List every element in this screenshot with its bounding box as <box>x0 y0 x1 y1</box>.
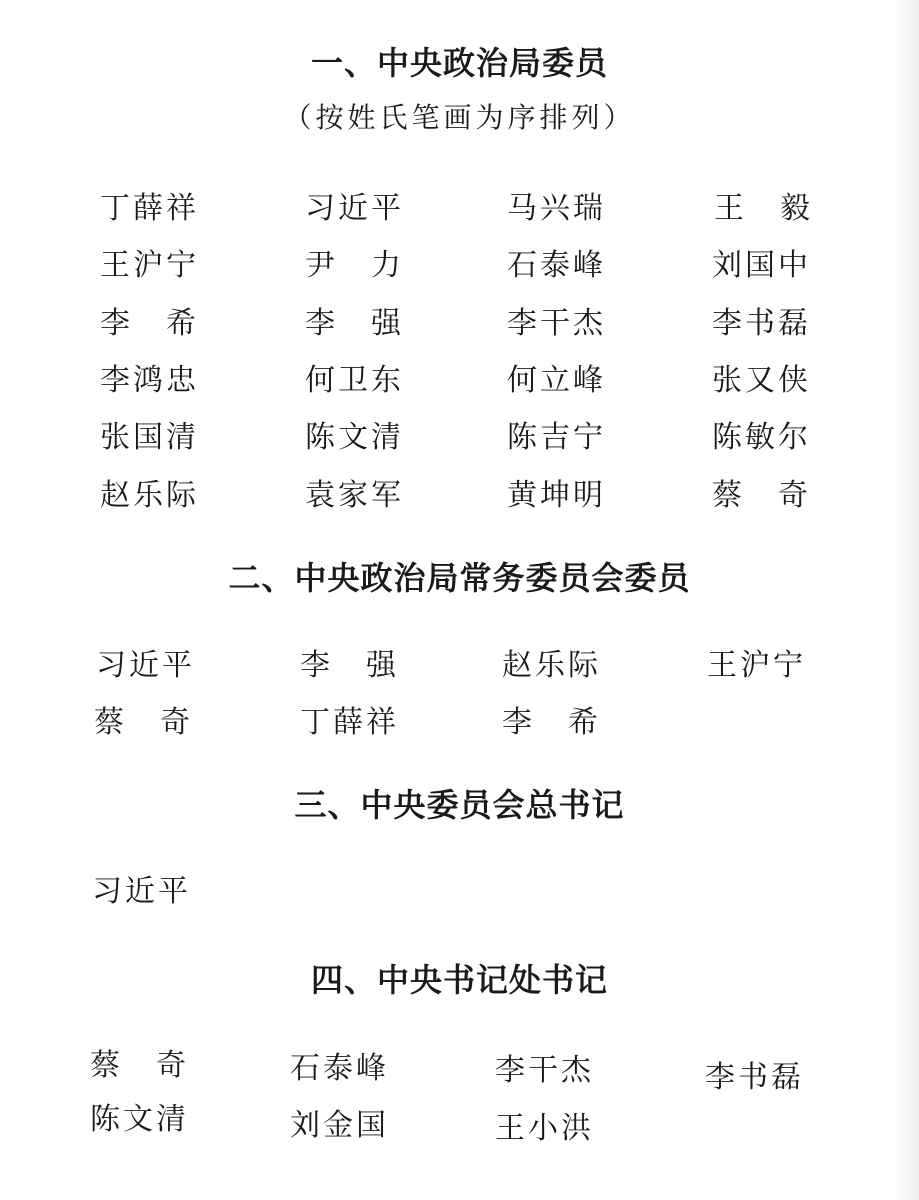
section-title: 二、中央政治局常务委员会委员 <box>228 559 691 597</box>
section-title: 四、中央书记处书记 <box>310 961 608 999</box>
member-name: 蔡 奇 <box>94 705 193 740</box>
member-name: 李书磊 <box>712 306 811 341</box>
member-name: 习近平 <box>96 648 195 683</box>
member-name: 丁薛祥 <box>100 191 199 226</box>
member-name: 习近平 <box>305 191 404 226</box>
member-name: 王小洪 <box>495 1111 594 1146</box>
member-name: 蔡 奇 <box>90 1048 189 1083</box>
member-name: 石泰峰 <box>507 248 606 283</box>
member-name: 王沪宁 <box>707 648 806 683</box>
member-name: 李 强 <box>305 306 404 341</box>
section-title: 一、中央政治局委员 <box>310 44 608 82</box>
member-name: 王沪宁 <box>100 248 199 283</box>
member-name: 王 毅 <box>714 191 813 226</box>
member-name: 李鸿忠 <box>100 363 199 398</box>
member-name: 何立峰 <box>507 363 606 398</box>
scan-edge-shadow <box>893 0 919 1200</box>
member-name: 李 强 <box>300 648 399 683</box>
member-name: 习近平 <box>92 874 191 909</box>
member-name: 黄坤明 <box>507 478 606 513</box>
member-name: 刘国中 <box>712 248 811 283</box>
member-name: 蔡 奇 <box>712 478 811 513</box>
member-name: 陈敏尔 <box>712 420 811 455</box>
member-name: 李书磊 <box>705 1060 804 1095</box>
section-title: 三、中央委员会总书记 <box>294 786 625 824</box>
member-name: 陈文清 <box>305 420 404 455</box>
member-name: 李干杰 <box>507 306 606 341</box>
member-name: 张又侠 <box>712 363 811 398</box>
member-name: 赵乐际 <box>502 648 601 683</box>
member-name: 李干杰 <box>495 1053 594 1088</box>
member-name: 马兴瑞 <box>507 191 606 226</box>
member-name: 丁薛祥 <box>300 705 399 740</box>
member-name: 袁家军 <box>305 478 404 513</box>
member-name: 尹 力 <box>305 248 404 283</box>
member-name: 刘金国 <box>290 1108 389 1143</box>
member-name: 何卫东 <box>305 363 404 398</box>
member-name: 陈吉宁 <box>507 420 606 455</box>
member-name: 赵乐际 <box>100 478 199 513</box>
member-name: 李 希 <box>100 306 199 341</box>
member-name: 石泰峰 <box>290 1051 389 1086</box>
section-subtitle: （按姓氏笔画为序排列） <box>283 101 636 134</box>
member-name: 李 希 <box>502 705 601 740</box>
member-name: 张国清 <box>100 420 199 455</box>
member-name: 陈文清 <box>90 1102 189 1137</box>
